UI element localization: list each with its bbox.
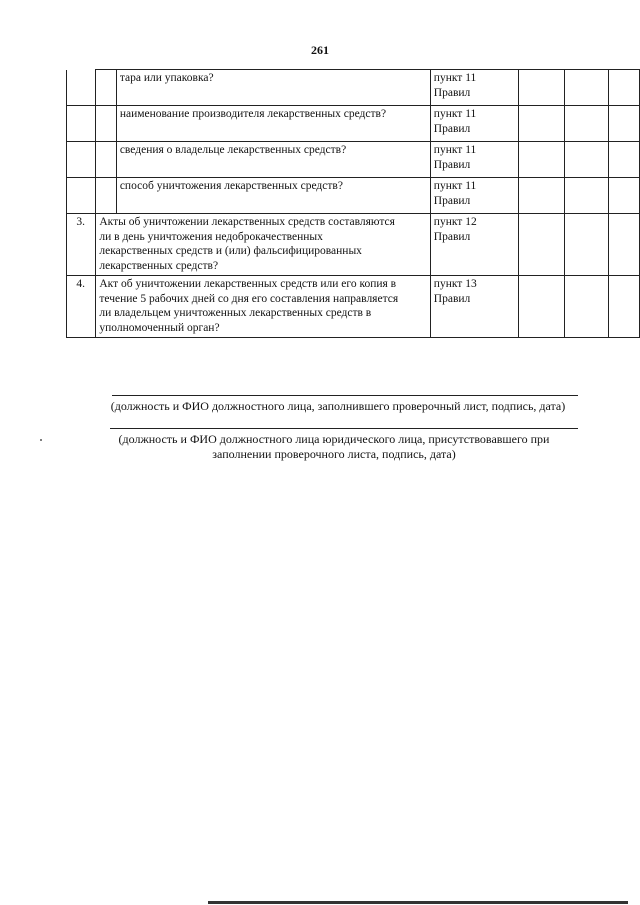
answer-no-cell[interactable] (564, 214, 608, 276)
answer-na-cell[interactable] (609, 214, 640, 276)
indent-cell (96, 142, 116, 178)
page-number: 261 (311, 43, 329, 57)
answer-yes-cell[interactable] (518, 142, 564, 178)
indent-cell (96, 106, 116, 142)
answer-no-cell[interactable] (564, 106, 608, 142)
table-row (67, 70, 640, 106)
checklist-table (66, 69, 640, 338)
question-line: течение 5 рабочих дней со дня его составления направляется (99, 292, 399, 305)
reference-line: Правил (433, 194, 471, 207)
answer-na-cell[interactable] (609, 142, 640, 178)
reference-cell (430, 178, 518, 214)
answer-na-cell[interactable] (609, 106, 640, 142)
question-cell (116, 106, 430, 142)
reference-line: Правил (433, 86, 471, 99)
question-cell (116, 70, 430, 106)
number-cell (67, 142, 96, 178)
legal-entity-signature-line (110, 428, 578, 429)
answer-no-cell[interactable] (564, 70, 608, 106)
answer-no-cell[interactable] (564, 142, 608, 178)
reference-cell (430, 214, 518, 276)
reference-line: пункт 11 (433, 108, 477, 120)
question-line: ли в день уничтожения недоброкачественных (99, 230, 323, 243)
page-bottom-edge (208, 901, 628, 904)
question-line: лекарственных средств и (или) фальсифицированных (99, 245, 362, 257)
inspector-signature-caption: (должность и ФИО должностного лица, заполнившего проверочный лист, подпись, дата) (110, 399, 566, 413)
question-line: уполномоченный орган? (99, 321, 220, 334)
reference-line: Правил (433, 292, 471, 305)
indent-cell (96, 70, 116, 106)
reference-line: Правил (433, 158, 471, 171)
question-text: способ уничтожения лекарственных средств? (119, 180, 343, 192)
reference-cell (430, 276, 518, 338)
number-cell (67, 178, 96, 214)
answer-na-cell[interactable] (609, 276, 640, 338)
table-row (67, 276, 640, 338)
reference-cell (430, 70, 518, 106)
question-cell (116, 178, 430, 214)
question-line: лекарственных средств? (99, 259, 219, 272)
reference-cell (430, 142, 518, 178)
row-number: 4. (76, 278, 85, 290)
answer-no-cell[interactable] (564, 276, 608, 338)
scan-speck (40, 439, 42, 441)
reference-cell (430, 106, 518, 142)
answer-no-cell[interactable] (564, 178, 608, 214)
answer-yes-cell[interactable] (518, 178, 564, 214)
reference-line: пункт 13 (433, 278, 477, 290)
answer-yes-cell[interactable] (518, 106, 564, 142)
reference-line: Правил (433, 122, 471, 135)
table-row (67, 106, 640, 142)
table-row (67, 142, 640, 178)
question-cell (116, 142, 430, 178)
question-text: тара или упаковка? (119, 72, 214, 84)
reference-line: Правил (433, 230, 471, 243)
table-row (67, 178, 640, 214)
question-text: наименование производителя лекарственных средств? (119, 108, 387, 120)
reference-line: пункт 11 (433, 72, 477, 84)
answer-yes-cell[interactable] (518, 70, 564, 106)
answer-na-cell[interactable] (609, 178, 640, 214)
reference-line: пункт 11 (433, 180, 477, 192)
caption-line: заполнении проверочного листа, подпись, дата) (212, 447, 456, 461)
answer-yes-cell[interactable] (518, 214, 564, 276)
number-cell (67, 106, 96, 142)
question-cell (96, 214, 430, 276)
table-row (67, 214, 640, 276)
question-cell (96, 276, 430, 338)
inspector-signature-line (112, 395, 578, 396)
question-line: Акт об уничтожении лекарственных средств или его копия в (99, 278, 397, 290)
answer-na-cell[interactable] (609, 70, 640, 106)
question-line: Акты об уничтожении лекарственных средств составляются (99, 216, 395, 228)
answer-yes-cell[interactable] (518, 276, 564, 338)
indent-cell (96, 178, 116, 214)
number-cell (67, 214, 96, 276)
question-text: сведения о владельце лекарственных средств? (119, 144, 347, 156)
question-line: ли владельцем уничтоженных лекарственных средств в (99, 307, 372, 319)
row-number: 3. (76, 216, 85, 228)
legal-entity-signature-caption (94, 432, 574, 462)
reference-line: пункт 11 (433, 144, 477, 156)
caption-line: (должность и ФИО должностного лица юридического лица, присутствовавшего при (118, 432, 550, 446)
reference-line: пункт 12 (433, 216, 477, 228)
number-cell (67, 276, 96, 338)
number-cell (67, 70, 96, 106)
